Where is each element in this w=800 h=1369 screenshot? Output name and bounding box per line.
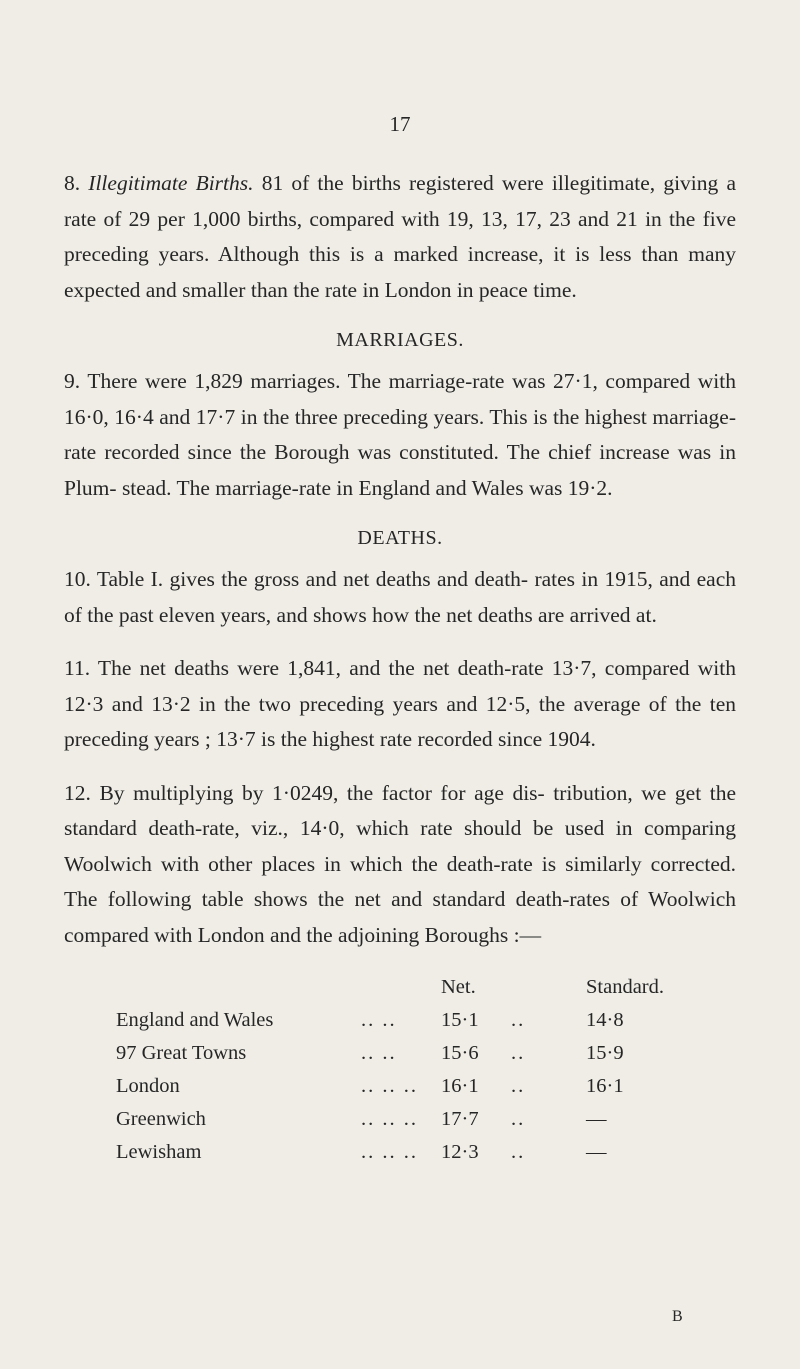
standard-rate-cell: 16·1	[586, 1075, 624, 1097]
net-column-header: Net.	[441, 976, 476, 998]
place-cell: England and Wales	[116, 1009, 274, 1031]
net-rate-cell: 15·6	[441, 1042, 479, 1064]
leader-dots: .. ..	[361, 1042, 397, 1064]
paragraph-8	[64, 166, 736, 308]
leader-dots: .. .. ..	[361, 1075, 418, 1097]
paragraph-11: 11. The net deaths were 1,841, and the net death-rate 13·7, compared with 12·3 and 13·2 in the two preceding years and 12·5, the average of the ten preceding years ; 13·7 is the highest rate recorded since 1904.	[64, 656, 736, 751]
paragraph-9: 9. There were 1,829 marriages. The marriage-rate was 27·1, compared with 16·0, 16·4 and 17·7 in the three preceding years. This is the highest marriage-rate recorded since the Borough was constituted. The chief increase was in Plum- stead. The marriage-rate in England and Wales was 19·2.	[64, 369, 736, 500]
table-row	[64, 1004, 736, 1037]
leader-dots: .. .. ..	[361, 1108, 418, 1130]
page-content	[64, 166, 736, 1169]
deaths-heading: DEATHS.	[357, 527, 443, 549]
standard-rate-cell: 15·9	[586, 1042, 624, 1064]
standard-rate-cell: 14·8	[586, 1009, 624, 1031]
signature-mark: B	[672, 1308, 683, 1325]
place-cell: 97 Great Towns	[116, 1042, 247, 1064]
net-rate-cell: 16·1	[441, 1075, 479, 1097]
standard-rate-cell: —	[586, 1141, 607, 1163]
place-cell: London	[116, 1075, 180, 1097]
death-rates-table	[64, 971, 736, 1169]
marriages-heading: MARRIAGES.	[336, 329, 464, 351]
leader-dots: ..	[511, 1108, 526, 1130]
table-body	[64, 1004, 736, 1169]
table-row	[64, 1070, 736, 1103]
table-row	[64, 1103, 736, 1136]
table-header-row	[64, 971, 736, 1004]
net-rate-cell: 12·3	[441, 1141, 479, 1163]
leader-dots: ..	[511, 1042, 526, 1064]
place-cell: Greenwich	[116, 1108, 206, 1130]
net-rate-cell: 17·7	[441, 1108, 479, 1130]
leader-dots: .. .. ..	[361, 1141, 418, 1163]
standard-rate-cell: —	[586, 1108, 607, 1130]
net-rate-cell: 15·1	[441, 1009, 479, 1031]
leader-dots: ..	[511, 1141, 526, 1163]
leader-dots: ..	[511, 1009, 526, 1031]
paragraph-8-number: 8.	[64, 171, 81, 195]
leader-dots: ..	[511, 1075, 526, 1097]
leader-dots: .. ..	[361, 1009, 397, 1031]
paragraph-10: 10. Table I. gives the gross and net deaths and death- rates in 1915, and each of the past eleven years, and shows how the net deaths are arrived at.	[64, 567, 736, 627]
standard-column-header: Standard.	[586, 976, 664, 998]
paragraph-12: 12. By multiplying by 1·0249, the factor for age dis- tribution, we get the standard death-rate, viz., 14·0, which rate should be used in comparing Woolwich with other places in which the death-rate is similarly corrected. The following table shows the net and standard death-rates of Woolwich compared with London and the adjoining Boroughs :—	[64, 780, 736, 947]
table-row	[64, 1136, 736, 1169]
paragraph-8-text: 81 of the births registered were illegitimate, giving a rate of 29 per 1,000 births, compared with 19, 13, 17, 23 and 21 in the five preceding years. Although this is a marked increase, it is less than many expected and smaller than the rate in London in peace time.	[64, 171, 736, 302]
page-number: 17	[389, 112, 411, 136]
place-cell: Lewisham	[116, 1141, 202, 1163]
table-row	[64, 1037, 736, 1070]
illegitimate-births-heading: Illegitimate Births.	[88, 171, 254, 195]
